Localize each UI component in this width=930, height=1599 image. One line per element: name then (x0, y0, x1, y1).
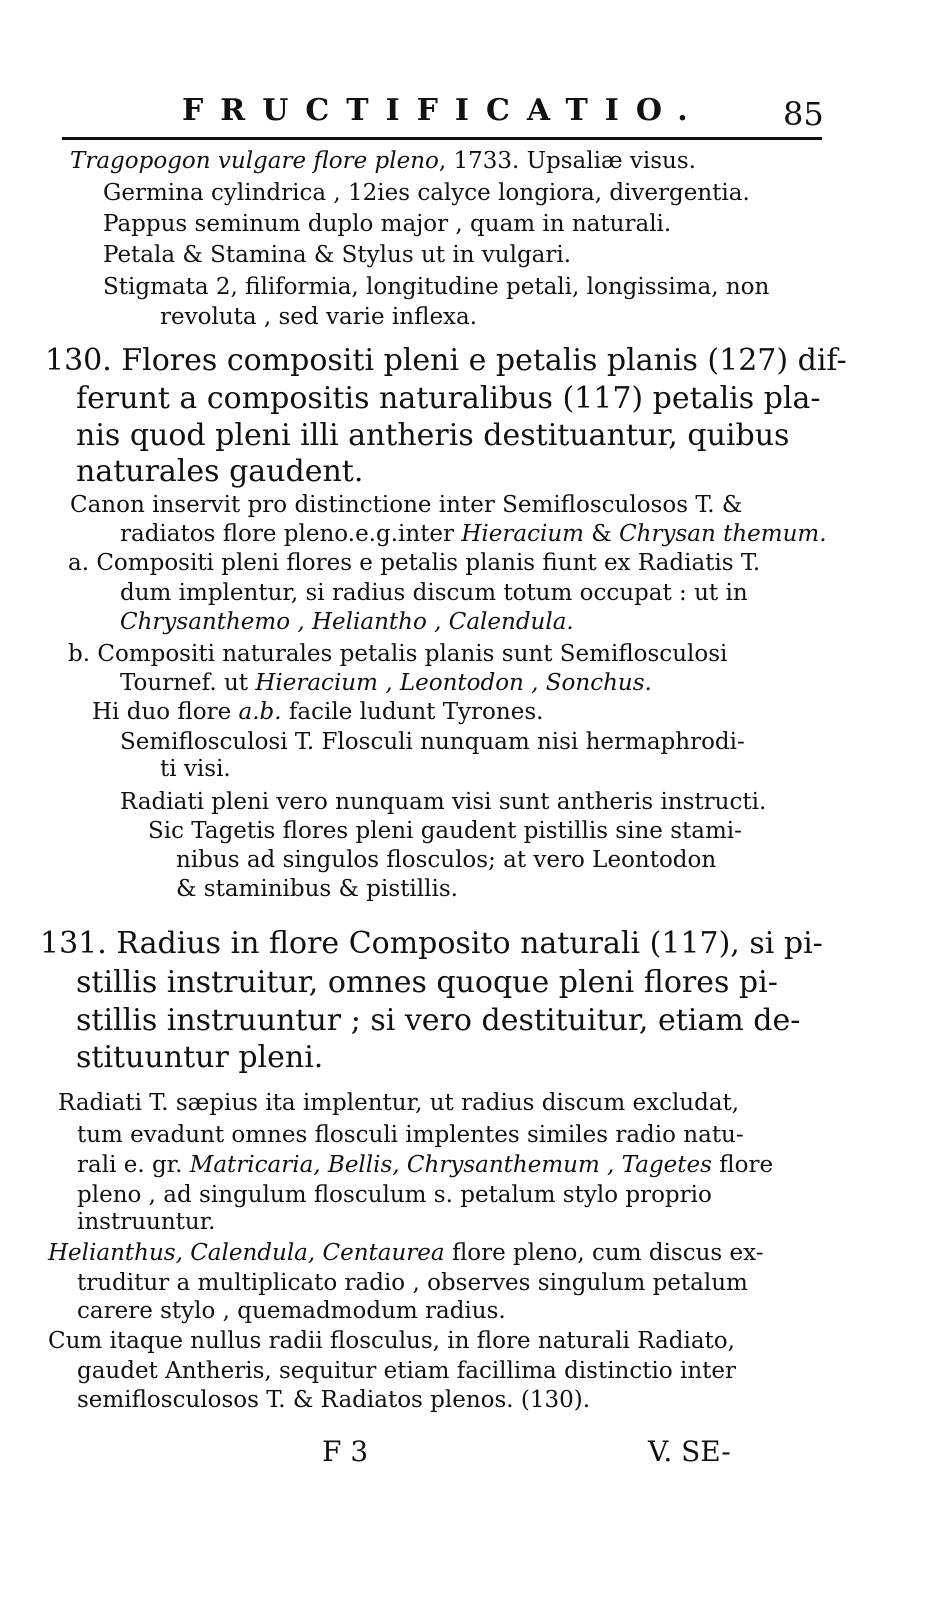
note-a-line-2: dum implentur, si radius discum totum occupat : ut in (120, 580, 748, 606)
note-radiati-line-4: pleno , ad singulum flosculum s. petalum stylo proprio (77, 1182, 712, 1208)
note-a-line-1: a. Compositi pleni flores e petalis planis fiunt ex Radiatis T. (68, 550, 761, 576)
canon-line-1: Canon inservit pro distinctione inter Semiflosculosos T. & (70, 492, 743, 518)
note-radiati-line-3-text: rali e. gr. (77, 1152, 190, 1178)
note-radiati-line-1: Radiati T. sæpius ita implentur, ut radius discum excludat, (58, 1090, 740, 1116)
page-number: 85 (783, 95, 824, 133)
intro-line-1 (70, 150, 696, 173)
note-helianthus-line-1-text: flore pleno, cum discus ex- (444, 1240, 764, 1266)
plant-name: Hieracium (461, 521, 584, 547)
running-title: FRUCTIFICATIO. (182, 93, 705, 128)
canon-line-2 (120, 523, 827, 546)
radiati-line-4: & staminibus & pistillis. (176, 876, 458, 902)
plant-names: Chrysanthemo , Heliantho , Calendula. (120, 609, 574, 635)
plant-names: Hieracium , Leontodon , Sonchus. (255, 670, 652, 696)
semiflosculosi-line-1: Semiflosculosi T. Flosculi nunquam nisi hermaphrodi- (120, 729, 745, 755)
intro-line-6: revoluta , sed varie inflexa. (160, 304, 478, 330)
s131-line-2: stillis instruitur, omnes quoque pleni flores pi- (76, 965, 778, 1000)
hi-duo-line (92, 701, 543, 724)
hi-duo-text: Hi duo flore (92, 699, 239, 725)
plant-names: Matricaria, Bellis, Chrysanthemum , Tagetes (189, 1152, 712, 1178)
note-conclusion-line-2: gaudet Antheris, sequitur etiam facillima distinctio inter (77, 1358, 737, 1384)
signature-mark: F 3 (322, 1435, 369, 1468)
s130-line-3: nis quod pleni illi antheris destituantur, quibus (76, 418, 790, 453)
s131-line-3: stillis instruuntur ; si vero destituitur, etiam de- (76, 1003, 801, 1038)
intro-line-2: Germina cylindrica , 12ies calyce longiora, divergentia. (103, 180, 750, 206)
radiati-line-3: nibus ad singulos flosculos; at vero Leontodon (176, 847, 717, 873)
s130-line-2: ferunt a compositis naturalibus (117) petalis pla- (76, 381, 821, 416)
semiflosculosi-line-2: ti visi. (160, 756, 231, 782)
header-rule (62, 137, 822, 140)
note-radiati-line-3-end: flore (711, 1152, 774, 1178)
note-helianthus-line-2: truditur a multiplicato radio , observes singulum petalum (77, 1270, 748, 1296)
hi-duo-text-end: facile ludunt Tyrones. (281, 699, 544, 725)
note-b-line-1: b. Compositi naturales petalis planis sunt Semiflosculosi (68, 641, 728, 667)
intro-line-4: Petala & Stamina & Stylus ut in vulgari. (103, 242, 572, 268)
note-helianthus-line-1 (48, 1242, 764, 1265)
note-a-line-3 (120, 611, 574, 634)
note-radiati-line-5: instruuntur. (77, 1209, 216, 1235)
note-b-line-2 (120, 672, 652, 695)
intro-line-3: Pappus seminum duplo major , quam in naturali. (103, 211, 672, 237)
note-helianthus-line-3: carere stylo , quemadmodum radius. (77, 1298, 506, 1324)
radiati-line-1: Radiati pleni vero nunquam visi sunt antheris instructi. (120, 789, 767, 815)
plant-names: Helianthus, Calendula, Centaurea (48, 1240, 445, 1266)
note-conclusion-line-1: Cum itaque nullus radii flosculus, in flore naturali Radiato, (48, 1328, 735, 1354)
canon-line-2-text: radiatos flore pleno.e.g.inter (120, 521, 462, 547)
intro-line-5: Stigmata 2, filiformia, longitudine petali, longissima, non (103, 274, 770, 300)
note-b-line-2-text: Tournef. ut (120, 670, 256, 696)
note-radiati-line-3 (77, 1154, 773, 1177)
plant-name: Tragopogon vulgare flore pleno (70, 148, 439, 174)
plant-name: Chrysan themum. (619, 521, 827, 547)
hi-duo-ref: a.b. (238, 699, 282, 725)
radiati-line-2: Sic Tagetis flores pleni gaudent pistillis sine stami- (148, 818, 742, 844)
note-conclusion-line-3: semiflosculosos T. & Radiatos plenos. (130). (77, 1387, 591, 1413)
catchword: V. SE- (648, 1435, 731, 1468)
s131-line-1: 131. Radius in flore Composito naturali (117), si pi- (40, 926, 823, 961)
s130-line-1: 130. Flores compositi pleni e petalis planis (127) dif- (45, 343, 847, 378)
note-radiati-line-2: tum evadunt omnes flosculi implentes similes radio natu- (77, 1122, 744, 1148)
s130-line-4: naturales gaudent. (76, 454, 364, 489)
s131-line-4: stituuntur pleni. (76, 1040, 324, 1075)
canon-line-2-and: & (583, 521, 620, 547)
intro-line-1-text: , 1733. Upsaliæ visus. (438, 148, 696, 174)
